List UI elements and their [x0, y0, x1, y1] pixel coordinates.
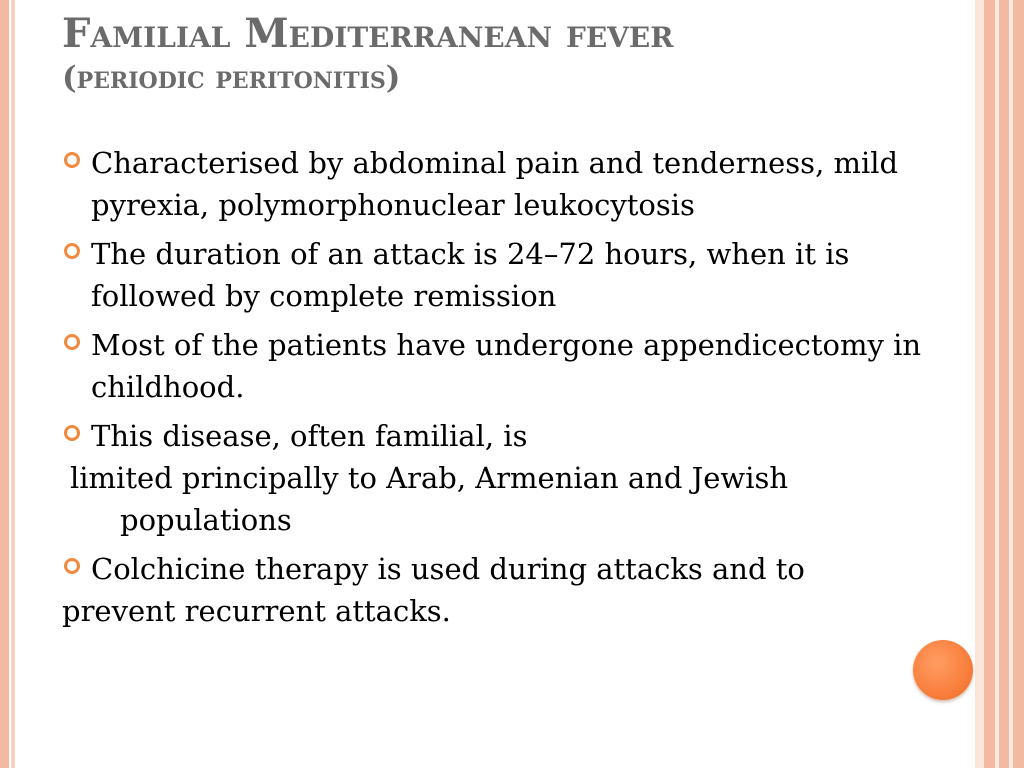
bullet-text: The duration of an attack is 24–72 hours, when it is followed by complete remission [91, 237, 850, 313]
bullet-item [62, 233, 942, 317]
right-border-stripe [999, 0, 1009, 768]
bullet-circle-icon [64, 152, 80, 168]
left-border-stripe-light [11, 0, 15, 768]
bullet-item [62, 548, 942, 632]
slide-title-line2: (periodic peritonitis) [62, 60, 401, 96]
bullet-item [62, 415, 942, 541]
right-border-stripe [984, 0, 995, 768]
bullet-text: This disease, often familial, is [91, 419, 528, 453]
bullet-continuation-line: limited principally to Arab, Armenian and Jewish populations [70, 461, 789, 537]
bullet-circle-icon [64, 425, 80, 441]
left-border-stripe [0, 0, 9, 768]
right-border-stripe-pale [975, 0, 984, 768]
bullet-text: Most of the patients have undergone appendicectomy in childhood. [91, 328, 922, 404]
bullet-circle-icon [64, 558, 80, 574]
bullet-continuation-text [66, 457, 942, 541]
slide-title-line1: Familial Mediterranean fever [62, 10, 674, 57]
slide-body [62, 142, 942, 639]
slide-title [62, 12, 942, 100]
bullet-text: Colchicine therapy is used during attacks and to [91, 552, 805, 586]
bullet-continuation-text: prevent recurrent attacks. [62, 594, 451, 628]
bullet-item [62, 142, 942, 226]
right-border-stripe [1013, 0, 1024, 768]
bullet-circle-icon [64, 334, 80, 350]
decorative-orange-circle [913, 640, 973, 700]
bullet-text: Characterised by abdominal pain and tenderness, mild pyrexia, polymorphonuclear leukocytosis [91, 146, 899, 222]
bullet-circle-icon [64, 243, 80, 259]
bullet-item [62, 324, 942, 408]
